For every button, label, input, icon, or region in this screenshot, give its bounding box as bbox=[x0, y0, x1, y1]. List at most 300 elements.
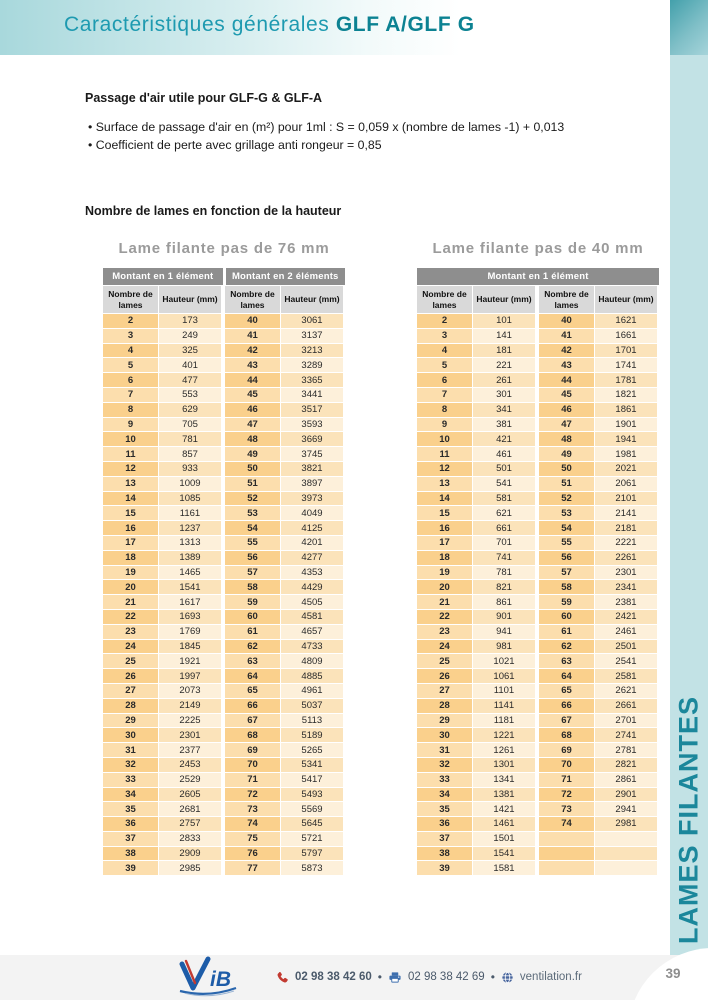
table-cell: 705 bbox=[159, 418, 222, 433]
side-tab-label: LAMES FILANTES bbox=[673, 696, 704, 944]
table-cell: 2981 bbox=[595, 817, 658, 832]
table-cell: 69 bbox=[225, 743, 281, 758]
table-cell: 61 bbox=[225, 625, 281, 640]
table-cell: 47 bbox=[225, 418, 281, 433]
table-cell: 63 bbox=[225, 654, 281, 669]
table-cell: 68 bbox=[539, 728, 595, 743]
group-header-label: Montant en 2 éléments bbox=[226, 268, 346, 285]
table-cell: 1901 bbox=[595, 418, 658, 433]
table-cell: 28 bbox=[417, 699, 473, 714]
table-cell: 67 bbox=[539, 714, 595, 729]
table-cell: 3897 bbox=[281, 477, 344, 492]
table-row bbox=[417, 536, 659, 551]
table-cell: 221 bbox=[473, 358, 536, 373]
table-cell: 933 bbox=[159, 462, 222, 477]
table-cell: 2781 bbox=[595, 743, 658, 758]
column-header: Hauteur (mm) bbox=[281, 286, 344, 313]
table-row bbox=[103, 788, 345, 803]
table-cell: 2 bbox=[417, 314, 473, 329]
table-row bbox=[103, 373, 345, 388]
table-cell bbox=[539, 847, 595, 862]
phone-number: 02 98 38 42 60 bbox=[295, 971, 372, 983]
table-row bbox=[103, 714, 345, 729]
table-row bbox=[417, 654, 659, 669]
table-row bbox=[103, 388, 345, 403]
table-cell: 3 bbox=[103, 329, 159, 344]
table-row bbox=[417, 788, 659, 803]
table-cell: 173 bbox=[159, 314, 222, 329]
table-cell: 23 bbox=[103, 625, 159, 640]
table-cell: 11 bbox=[417, 447, 473, 462]
table-cell: 26 bbox=[103, 669, 159, 684]
table-row bbox=[103, 477, 345, 492]
table-cell: 2181 bbox=[595, 521, 658, 536]
table-cell: 9 bbox=[103, 418, 159, 433]
column-header: Nombre de lames bbox=[417, 286, 473, 313]
table-row bbox=[417, 477, 659, 492]
table-cell: 65 bbox=[539, 684, 595, 699]
table-cell: 2541 bbox=[595, 654, 658, 669]
table-cell: 2757 bbox=[159, 817, 222, 832]
table-cell: 5797 bbox=[281, 847, 344, 862]
table-cell: 857 bbox=[159, 447, 222, 462]
table-cell: 56 bbox=[225, 551, 281, 566]
table-cell: 1465 bbox=[159, 566, 222, 581]
table-cell: 629 bbox=[159, 403, 222, 418]
table-cell: 73 bbox=[225, 802, 281, 817]
table-row bbox=[103, 758, 345, 773]
table-cell: 68 bbox=[225, 728, 281, 743]
table-cell: 7 bbox=[103, 388, 159, 403]
table-cell: 42 bbox=[225, 344, 281, 359]
table-cell: 2453 bbox=[159, 758, 222, 773]
table-row bbox=[103, 861, 345, 876]
table-cell: 1861 bbox=[595, 403, 658, 418]
table-row bbox=[417, 388, 659, 403]
table-cell: 1541 bbox=[473, 847, 536, 862]
table-cell: 17 bbox=[417, 536, 473, 551]
table-cell: 3669 bbox=[281, 432, 344, 447]
table-cell: 141 bbox=[473, 329, 536, 344]
table-cell: 1021 bbox=[473, 654, 536, 669]
table-cell bbox=[595, 832, 658, 847]
table-row bbox=[417, 847, 659, 862]
table-cell: 2221 bbox=[595, 536, 658, 551]
table-row bbox=[103, 418, 345, 433]
fax-icon bbox=[388, 971, 402, 984]
bullet-coefficient: • Coefficient de perte avec grillage anti rongeur = 0,85 bbox=[88, 138, 382, 152]
table-cell: 1941 bbox=[595, 432, 658, 447]
table-cell: 75 bbox=[225, 832, 281, 847]
table-cell: 45 bbox=[225, 388, 281, 403]
table-cell bbox=[539, 861, 595, 876]
table-cell: 1181 bbox=[473, 714, 536, 729]
table-cell: 2901 bbox=[595, 788, 658, 803]
table-cell: 1261 bbox=[473, 743, 536, 758]
table-cell: 1389 bbox=[159, 551, 222, 566]
table-cell: 421 bbox=[473, 432, 536, 447]
table-cell: 19 bbox=[103, 566, 159, 581]
table-cell: 32 bbox=[417, 758, 473, 773]
table-cell: 35 bbox=[417, 802, 473, 817]
table-row bbox=[103, 447, 345, 462]
table-cell: 51 bbox=[225, 477, 281, 492]
table-row bbox=[103, 580, 345, 595]
table-cell: 73 bbox=[539, 802, 595, 817]
table-cell: 101 bbox=[473, 314, 536, 329]
table-cell: 11 bbox=[103, 447, 159, 462]
column-header-row bbox=[103, 286, 345, 313]
table-cell: 2909 bbox=[159, 847, 222, 862]
table-cell: 17 bbox=[103, 536, 159, 551]
table-cell: 1693 bbox=[159, 610, 222, 625]
table-cell: 2141 bbox=[595, 506, 658, 521]
vib-logo bbox=[176, 956, 268, 1000]
table-row bbox=[417, 625, 659, 640]
table-cell: 2225 bbox=[159, 714, 222, 729]
table-cell: 47 bbox=[539, 418, 595, 433]
table-cell: 53 bbox=[539, 506, 595, 521]
footer-contact-line bbox=[276, 962, 582, 992]
table-row bbox=[417, 521, 659, 536]
table-cell: 2301 bbox=[595, 566, 658, 581]
table-cell: 14 bbox=[103, 492, 159, 507]
table-row bbox=[103, 817, 345, 832]
table-cell: 22 bbox=[103, 610, 159, 625]
fax-number: 02 98 38 42 69 bbox=[407, 971, 485, 983]
column-header: Nombre de lames bbox=[103, 286, 159, 313]
table-cell: 33 bbox=[417, 773, 473, 788]
table-cell: 261 bbox=[473, 373, 536, 388]
table-row bbox=[103, 728, 345, 743]
table-cell: 37 bbox=[103, 832, 159, 847]
table-cell: 23 bbox=[417, 625, 473, 640]
table-cell: 4049 bbox=[281, 506, 344, 521]
table-cell: 34 bbox=[103, 788, 159, 803]
table-cell: 2701 bbox=[595, 714, 658, 729]
table-row bbox=[103, 358, 345, 373]
table-cell: 43 bbox=[225, 358, 281, 373]
table-cell: 29 bbox=[417, 714, 473, 729]
table-cell: 2021 bbox=[595, 462, 658, 477]
table-cell: 2377 bbox=[159, 743, 222, 758]
table-cell: 69 bbox=[539, 743, 595, 758]
table-cell: 3213 bbox=[281, 344, 344, 359]
table-cell: 71 bbox=[539, 773, 595, 788]
table-cell: 4657 bbox=[281, 625, 344, 640]
table-row bbox=[417, 640, 659, 655]
table-cell: 1061 bbox=[473, 669, 536, 684]
table-cell: 70 bbox=[539, 758, 595, 773]
logo-text: iB bbox=[210, 968, 231, 991]
table-cell: 477 bbox=[159, 373, 222, 388]
table-cell: 1581 bbox=[473, 861, 536, 876]
column-header: Nombre de lames bbox=[539, 286, 595, 313]
table-row bbox=[103, 403, 345, 418]
table-row bbox=[417, 669, 659, 684]
table-cell: 36 bbox=[103, 817, 159, 832]
table-cell: 4505 bbox=[281, 595, 344, 610]
table-row bbox=[417, 462, 659, 477]
table-cell: 41 bbox=[539, 329, 595, 344]
table-row bbox=[417, 684, 659, 699]
table-cell: 1821 bbox=[595, 388, 658, 403]
table-cell: 20 bbox=[417, 580, 473, 595]
table-cell: 39 bbox=[103, 861, 159, 876]
table-cell: 31 bbox=[103, 743, 159, 758]
table-cell: 5 bbox=[103, 358, 159, 373]
table-cell: 38 bbox=[417, 847, 473, 862]
table-cell: 1661 bbox=[595, 329, 658, 344]
table-cell: 30 bbox=[103, 728, 159, 743]
table-row bbox=[417, 447, 659, 462]
table-cell: 54 bbox=[225, 521, 281, 536]
table-cell: 30 bbox=[417, 728, 473, 743]
table-cell: 55 bbox=[539, 536, 595, 551]
table-row bbox=[417, 344, 659, 359]
table-cell: 74 bbox=[539, 817, 595, 832]
table-cell: 22 bbox=[417, 610, 473, 625]
table-cell: 45 bbox=[539, 388, 595, 403]
table-row bbox=[417, 566, 659, 581]
table-row bbox=[103, 595, 345, 610]
table-cell: 2501 bbox=[595, 640, 658, 655]
table-cell: 2073 bbox=[159, 684, 222, 699]
table-cell: 50 bbox=[539, 462, 595, 477]
table-cell: 1009 bbox=[159, 477, 222, 492]
table-cell: 301 bbox=[473, 388, 536, 403]
table-cell: 76 bbox=[225, 847, 281, 862]
table-cell: 3593 bbox=[281, 418, 344, 433]
table-cell: 3821 bbox=[281, 462, 344, 477]
table-cell: 2861 bbox=[595, 773, 658, 788]
table-cell: 2741 bbox=[595, 728, 658, 743]
separator-dot: • bbox=[377, 970, 382, 984]
table-row bbox=[417, 418, 659, 433]
table-cell: 6 bbox=[417, 373, 473, 388]
table-row bbox=[103, 492, 345, 507]
table-cell: 2341 bbox=[595, 580, 658, 595]
table-row bbox=[103, 669, 345, 684]
table-row bbox=[103, 847, 345, 862]
table-cell: 1237 bbox=[159, 521, 222, 536]
table-cell: 781 bbox=[473, 566, 536, 581]
table-row bbox=[103, 506, 345, 521]
table-cell: 2985 bbox=[159, 861, 222, 876]
table-cell: 581 bbox=[473, 492, 536, 507]
table-row bbox=[417, 817, 659, 832]
table-cell: 49 bbox=[539, 447, 595, 462]
table-cell: 48 bbox=[225, 432, 281, 447]
table-row bbox=[103, 802, 345, 817]
table-cell: 5341 bbox=[281, 758, 344, 773]
table-cell: 1341 bbox=[473, 773, 536, 788]
table-cell: 10 bbox=[417, 432, 473, 447]
table-cell: 42 bbox=[539, 344, 595, 359]
section-heading: Passage d'air utile pour GLF-G & GLF-A bbox=[85, 91, 323, 105]
table-cell: 59 bbox=[539, 595, 595, 610]
table-cell: 39 bbox=[417, 861, 473, 876]
table-cell: 33 bbox=[103, 773, 159, 788]
table-row bbox=[103, 743, 345, 758]
table-cell: 21 bbox=[417, 595, 473, 610]
table-cell: 2661 bbox=[595, 699, 658, 714]
table-cell: 65 bbox=[225, 684, 281, 699]
table-cell: 60 bbox=[225, 610, 281, 625]
table-cell: 15 bbox=[417, 506, 473, 521]
table-cell: 74 bbox=[225, 817, 281, 832]
table-cell: 821 bbox=[473, 580, 536, 595]
table-cell: 13 bbox=[103, 477, 159, 492]
column-header: Hauteur (mm) bbox=[595, 286, 658, 313]
table-cell: 36 bbox=[417, 817, 473, 832]
table-cell: 1769 bbox=[159, 625, 222, 640]
table-cell: 2301 bbox=[159, 728, 222, 743]
table-row bbox=[103, 566, 345, 581]
table-body bbox=[417, 314, 659, 876]
table-title: Lame filante pas de 40 mm bbox=[432, 240, 644, 257]
table-row bbox=[103, 462, 345, 477]
table-cell: 701 bbox=[473, 536, 536, 551]
table-cell: 40 bbox=[225, 314, 281, 329]
table-row bbox=[103, 640, 345, 655]
table-title: Lame filante pas de 76 mm bbox=[118, 240, 330, 257]
table-row bbox=[103, 773, 345, 788]
table-cell: 56 bbox=[539, 551, 595, 566]
table-cell: 12 bbox=[417, 462, 473, 477]
table-cell: 2 bbox=[103, 314, 159, 329]
table-cell: 2529 bbox=[159, 773, 222, 788]
table-cell: 25 bbox=[417, 654, 473, 669]
table-row bbox=[103, 625, 345, 640]
table-cell: 2941 bbox=[595, 802, 658, 817]
table-cell: 3517 bbox=[281, 403, 344, 418]
column-header: Hauteur (mm) bbox=[159, 286, 222, 313]
table-cell: 1161 bbox=[159, 506, 222, 521]
table-cell bbox=[595, 861, 658, 876]
table-cell: 2149 bbox=[159, 699, 222, 714]
table-cell: 381 bbox=[473, 418, 536, 433]
table-row bbox=[417, 551, 659, 566]
table-cell: 1501 bbox=[473, 832, 536, 847]
vib-logo-graphic bbox=[176, 956, 268, 998]
table-cell: 4429 bbox=[281, 580, 344, 595]
table-row bbox=[103, 551, 345, 566]
table-cell: 621 bbox=[473, 506, 536, 521]
table-cell: 4277 bbox=[281, 551, 344, 566]
table-row bbox=[103, 344, 345, 359]
table-section-heading: Nombre de lames en fonction de la hauteur bbox=[85, 204, 342, 218]
table-cell: 2421 bbox=[595, 610, 658, 625]
table-cell: 16 bbox=[417, 521, 473, 536]
table-cell: 34 bbox=[417, 788, 473, 803]
table-cell: 6 bbox=[103, 373, 159, 388]
table-cell: 4353 bbox=[281, 566, 344, 581]
table-cell: 4 bbox=[417, 344, 473, 359]
table-cell: 52 bbox=[225, 492, 281, 507]
table-cell: 9 bbox=[417, 418, 473, 433]
table-cell: 1101 bbox=[473, 684, 536, 699]
table-cell: 59 bbox=[225, 595, 281, 610]
table-cell: 461 bbox=[473, 447, 536, 462]
table-cell: 3289 bbox=[281, 358, 344, 373]
table-cell: 31 bbox=[417, 743, 473, 758]
table-cell: 781 bbox=[159, 432, 222, 447]
table-cell: 72 bbox=[539, 788, 595, 803]
table-cell: 71 bbox=[225, 773, 281, 788]
table-pitch-40mm bbox=[417, 240, 659, 876]
table-cell: 661 bbox=[473, 521, 536, 536]
table-cell: 40 bbox=[539, 314, 595, 329]
table-cell: 5417 bbox=[281, 773, 344, 788]
table-cell: 18 bbox=[417, 551, 473, 566]
table-cell: 4201 bbox=[281, 536, 344, 551]
table-row bbox=[417, 432, 659, 447]
table-cell: 3 bbox=[417, 329, 473, 344]
table-cell: 54 bbox=[539, 521, 595, 536]
table-cell: 2381 bbox=[595, 595, 658, 610]
table-cell: 1617 bbox=[159, 595, 222, 610]
table-cell: 28 bbox=[103, 699, 159, 714]
table-row bbox=[103, 699, 345, 714]
table-cell: 72 bbox=[225, 788, 281, 803]
table-cell: 4961 bbox=[281, 684, 344, 699]
table-row bbox=[417, 403, 659, 418]
table-row bbox=[417, 699, 659, 714]
table-row bbox=[417, 492, 659, 507]
table-row bbox=[417, 728, 659, 743]
table-cell: 1141 bbox=[473, 699, 536, 714]
table-cell: 553 bbox=[159, 388, 222, 403]
table-cell: 5189 bbox=[281, 728, 344, 743]
table-cell: 2101 bbox=[595, 492, 658, 507]
table-cell: 3745 bbox=[281, 447, 344, 462]
table-cell: 4733 bbox=[281, 640, 344, 655]
page-title-regular: Caractéristiques générales bbox=[64, 13, 336, 36]
table-cell: 1781 bbox=[595, 373, 658, 388]
table-cell: 325 bbox=[159, 344, 222, 359]
table-cell: 26 bbox=[417, 669, 473, 684]
globe-icon bbox=[501, 971, 514, 984]
table-cell: 541 bbox=[473, 477, 536, 492]
table-cell: 58 bbox=[225, 580, 281, 595]
group-header-label: Montant en 1 élément bbox=[103, 268, 223, 285]
group-header-row bbox=[103, 268, 345, 285]
table-cell: 64 bbox=[539, 669, 595, 684]
table-cell: 20 bbox=[103, 580, 159, 595]
column-header: Hauteur (mm) bbox=[473, 286, 536, 313]
table-row bbox=[417, 832, 659, 847]
table-row bbox=[417, 743, 659, 758]
table-cell bbox=[595, 847, 658, 862]
page-title-bold: GLF A/GLF G bbox=[335, 13, 475, 36]
table-cell: 2061 bbox=[595, 477, 658, 492]
table-cell: 2681 bbox=[159, 802, 222, 817]
table-cell: 37 bbox=[417, 832, 473, 847]
table-cell: 27 bbox=[103, 684, 159, 699]
table-cell: 41 bbox=[225, 329, 281, 344]
separator-dot: • bbox=[490, 970, 495, 984]
table-cell: 1313 bbox=[159, 536, 222, 551]
table-cell: 1085 bbox=[159, 492, 222, 507]
table-cell: 5037 bbox=[281, 699, 344, 714]
table-row bbox=[103, 684, 345, 699]
table-row bbox=[103, 610, 345, 625]
table-cell: 5873 bbox=[281, 861, 344, 876]
table-cell: 341 bbox=[473, 403, 536, 418]
table-cell: 3365 bbox=[281, 373, 344, 388]
table-cell: 941 bbox=[473, 625, 536, 640]
